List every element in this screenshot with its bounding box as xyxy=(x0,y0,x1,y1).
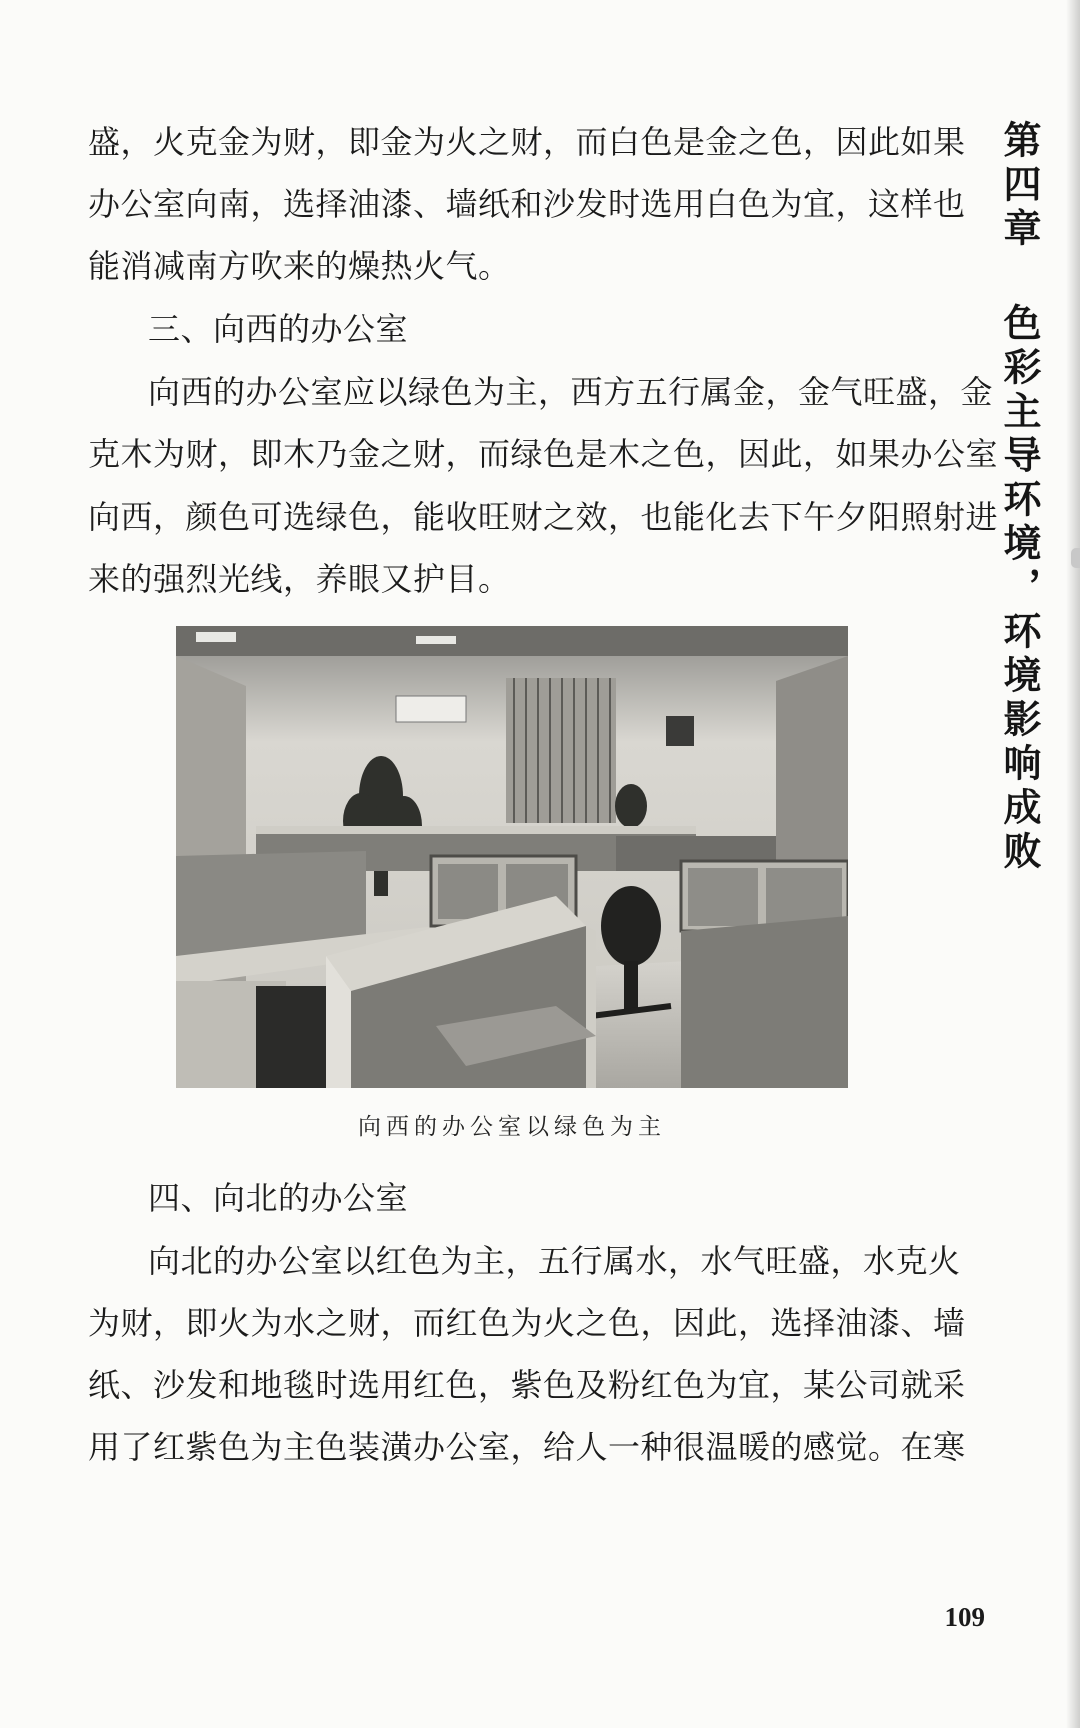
paragraph-1-line: 办公室向南，选择油漆、墙纸和沙发时选用白色为宜，这样也 xyxy=(88,185,966,223)
chapter-title-sidebar: 第四章 色彩主导环境，环境影响成败 xyxy=(997,120,1042,875)
paragraph-1-line: 能消减南方吹来的燥热火气。 xyxy=(88,247,511,285)
page-edge-shadow xyxy=(1066,0,1080,1728)
photo-caption: 向西的办公室以绿色为主 xyxy=(358,1114,666,1140)
paragraph-2-line: 克木为财，即木乃金之财，而绿色是木之色，因此，如果办公室 xyxy=(88,435,999,473)
paragraph-3-line: 向北的办公室以红色为主，五行属水，水气旺盛，水克火 xyxy=(148,1242,961,1280)
paragraph-1-line: 盛，火克金为财，即金为火之财，而白色是金之色，因此如果 xyxy=(88,123,966,161)
section-heading-north: 四、向北的办公室 xyxy=(148,1179,409,1217)
paragraph-3-line: 用了红紫色为主色装潢办公室，给人一种很温暖的感觉。在寒 xyxy=(88,1428,966,1466)
office-photo xyxy=(176,626,848,1088)
paragraph-3-line: 为财，即火为水之财，而红色为火之色，因此，选择油漆、墙 xyxy=(88,1304,966,1342)
page-number: 109 xyxy=(944,1602,985,1632)
paragraph-2-line: 来的强烈光线，养眼又护目。 xyxy=(88,560,511,598)
paragraph-3-line: 纸、沙发和地毯时选用红色，紫色及粉红色为宜，某公司就采 xyxy=(88,1366,966,1404)
section-heading-west: 三、向西的办公室 xyxy=(148,310,409,348)
page-edge-marker xyxy=(1071,548,1080,568)
paragraph-2-line: 向西的办公室应以绿色为主，西方五行属金，金气旺盛，金 xyxy=(148,373,994,411)
paragraph-2-line: 向西，颜色可选绿色，能收旺财之效，也能化去下午夕阳照射进 xyxy=(88,498,999,536)
